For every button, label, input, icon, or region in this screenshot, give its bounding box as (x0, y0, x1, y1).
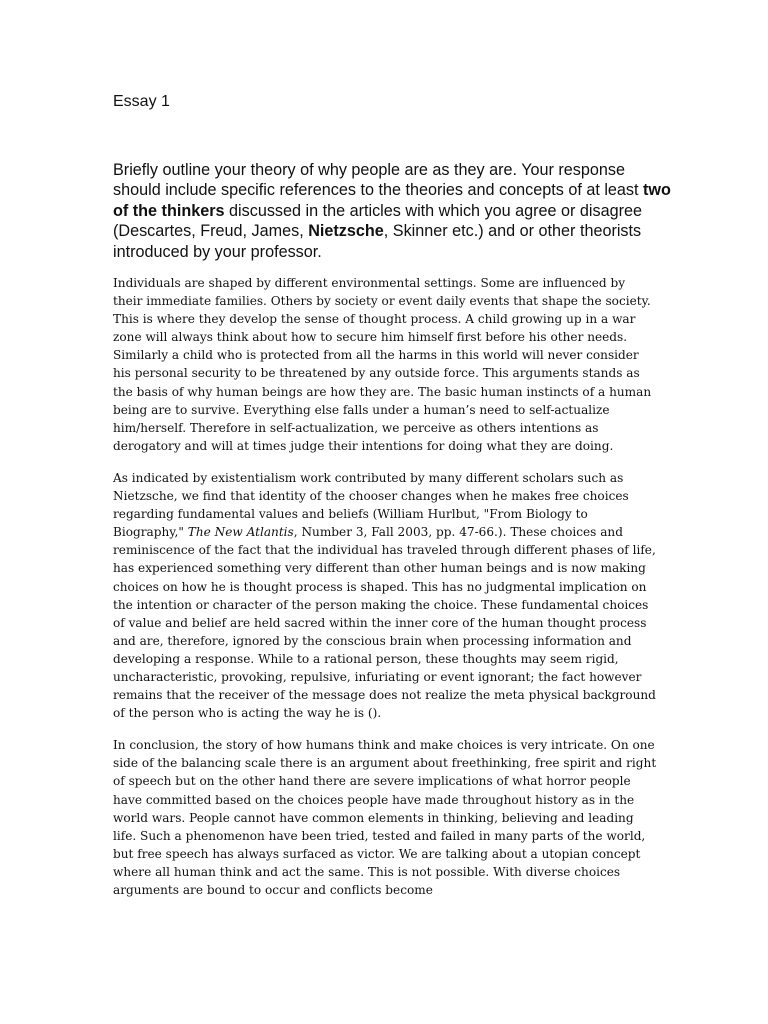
body-paragraph-3: In conclusion, the story of how humans think and make choices is very intricate. On one side of the balancing scale there is an argument about freethinking, free spirit and right of speech but on the other hand there are severe implications of what horror people have committed based on the choices people have made throughout history as in the world wars. People cannot have common elements in thinking, believing and leading life. Such a phenomenon have been tried, tested and failed in many parts of the world, but free speech has always surfaced as victor. We are talking about a utopian concept where all human think and act the same. This is not possible. With diverse choices arguments are bound to occur and conflicts become (113, 738, 657, 897)
prompt-text-3: , Skinner etc.) and or other theorists introduced by your professor. (113, 222, 642, 261)
body-paragraph-1: Individuals are shaped by different environmental settings. Some are influenced by their immediate families. Others by society or event daily events that shape the society. This is where they develop the sense of thought process. A child growing up in a war zone will always think about how to secure him himself first before his other needs. Similarly a child who is protected from all the harms in this world will never consider his personal security to be threatened by any outside force. This arguments stands as the basis of why human beings are how they are. The basic human instincts of a human being are to survive. Everything else falls under a human’s need to self-actualize him/herself. Therefore in self-actualization, we perceive as others intentions as derogatory and will at times judge their intentions for doing what they are doing. (113, 276, 652, 453)
paragraph-2-text-end: , Number 3, Fall 2003, pp. 47-66.). These choices and reminiscence of the fact that the individual has traveled through different phases of life, has experienced something very different than other human beings and is now making choices on how he is thought process is shaped. This has no judgmental implication on the intention or character of the person making the choice. These fundamental choices of value and belief are held sacred within the inner core of the human thought process and are, therefore, ignored by the conscious brain when processing information and developing a response. While to a rational person, these thoughts may seem rigid, uncharacteristic, provoking, repulsive, infuriating or event ignorant; the fact however remains that the receiver of the message does not realize the meta physical background of the person who is acting the way he is (). (113, 525, 656, 721)
citation-journal-title: The New Atlantis (187, 525, 294, 540)
prompt-bold-thinkers: two of the thinkers (113, 181, 671, 220)
essay-prompt (113, 160, 673, 262)
essay-body (113, 274, 658, 913)
body-paragraph-2 (113, 469, 658, 722)
paragraph-2-text-start: As indicated by existentialism work contributed by many different scholars such as Nietzsche, we find that identity of the chooser changes when he makes free choices regarding fundamental values and beliefs (William Hurlbut, "From Biology to Biography," (113, 470, 629, 540)
prompt-text-2: discussed in the articles with which you agree or disagree (Descartes, Freud, James, (113, 201, 643, 241)
essay-title: Essay 1 (113, 93, 170, 110)
prompt-bold-nietzsche: Nietzsche (308, 222, 384, 241)
prompt-text-1: Briefly outline your theory of why people are as they are. Your response should include specific references to the theories and concepts of at least (113, 161, 644, 200)
